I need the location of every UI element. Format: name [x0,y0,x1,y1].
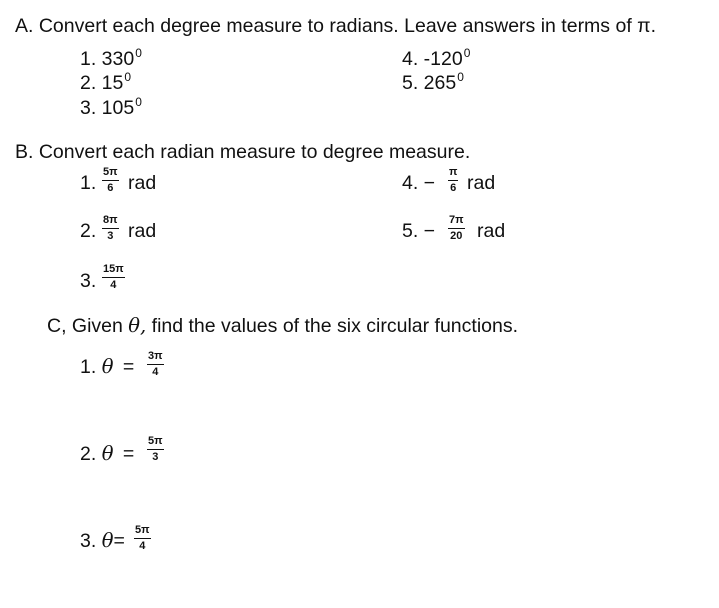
numerator: 5π [147,435,164,450]
numerator: 7π [448,214,465,229]
denominator: 6 [450,182,457,194]
section-c-item-3-lhs: 3. θ= [80,529,125,552]
section-a-item-1: 1. $330^0$ [80,46,142,70]
section-b-item-1-unit: rad [128,172,157,194]
numerator: 5π [102,166,119,181]
numerator: 3π [147,350,164,365]
section-a-item-4: 4. $-120^0$ [402,46,471,70]
denominator: 4 [110,279,117,291]
denominator: 4 [152,366,159,378]
denominator: 4 [139,540,146,552]
section-c-item-2-fraction [147,435,164,464]
section-b-item-4-fraction [448,166,458,195]
section-a-item-2: 2. $15^0$ [80,70,132,94]
section-c-item-1-lhs: 1. θ = [80,355,135,378]
section-b-item-1-fraction [102,166,119,195]
section-a-heading: A. Convert each degree measure to radians. Leave answers in terms of π. [15,15,657,37]
denominator: 6 [107,182,114,194]
section-b-item-1-prefix: 1. [80,172,97,194]
denominator: 3 [152,451,159,463]
section-b-item-3-fraction [102,263,125,292]
numerator: 15π [102,263,125,278]
section-b-item-2-prefix: 2. [80,220,97,242]
section-b-item-2-fraction [102,214,119,243]
section-a-item-3: 3. $105^0$ [80,95,142,119]
section-b-item-3-prefix: 3. [80,270,97,292]
section-c-heading: C, Given θ, find the values of the six circular functions. [47,314,519,337]
section-c-item-2-lhs: 2. θ = [80,442,135,465]
section-b-item-5-fraction [448,214,465,243]
numerator: 8π [102,214,119,229]
section-b-item-4-prefix: 4. − [402,172,436,194]
denominator: 20 [450,230,463,242]
numerator: π [448,166,458,181]
section-c-item-1-fraction [147,350,164,379]
section-a-item-5: 5. $265^0$ [402,70,464,94]
section-b-item-4-unit: rad [467,172,496,194]
section-b-item-2-unit: rad [128,220,157,242]
denominator: 3 [107,230,114,242]
section-c-item-3-fraction [134,524,151,553]
section-b-heading: B. Convert each radian measure to degree measure. [15,141,471,163]
section-b-item-5-prefix: 5. − [402,220,436,242]
numerator: 5π [134,524,151,539]
section-b-item-5-unit: rad [477,220,506,242]
